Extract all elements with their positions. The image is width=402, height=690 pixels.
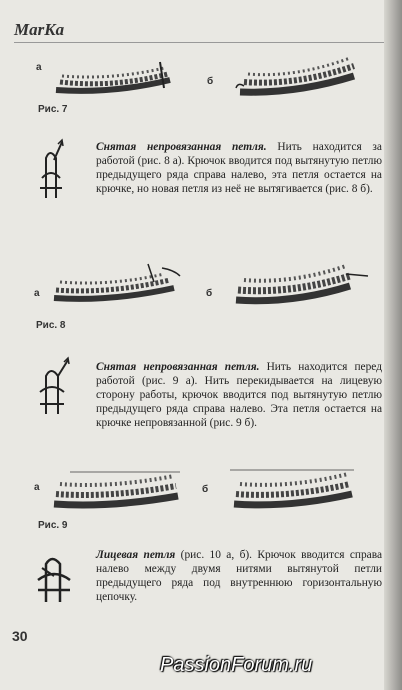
stitch-diagram-icon xyxy=(36,138,66,204)
paragraph-slipped-stitch-back xyxy=(96,140,382,196)
brand-title: MarKa xyxy=(14,20,65,39)
page-spine-shadow xyxy=(384,0,402,690)
paragraph-text: Нить находится за работой (рис. 8 а). Крючок вводится под вытянутую петлю предыдущего ряда справа налево, эта петля остается на крючке, но новая петля из неё не вытягивается (рис. 8 б). xyxy=(96,141,382,195)
stitch-diagram-icon xyxy=(36,356,70,420)
fig8-label-a: а xyxy=(34,288,40,299)
fig9b-knit-swatch-illustration xyxy=(230,464,360,512)
fig8b-knit-swatch-illustration xyxy=(232,258,372,308)
header-divider xyxy=(14,42,384,43)
fig8a-knit-swatch-illustration xyxy=(50,262,182,306)
fig8-label-b: б xyxy=(206,288,213,299)
fig7-label-b: б xyxy=(207,76,214,87)
fig9-label-b: б xyxy=(202,484,209,495)
paragraph-text: (рис. 10 а, б). Крючок вводится справа налево между двумя нитями вытянутой петли предыдущего ряда под внутреннюю горизонтальную цепочку. xyxy=(96,549,383,603)
term-slipped-stitch: Снятая непровязанная петля. xyxy=(96,361,260,373)
fig9-caption: Рис. 9 xyxy=(38,520,68,531)
fig7a-knit-swatch-illustration xyxy=(52,58,182,98)
fig9-label-a: а xyxy=(34,482,40,493)
page-number: 30 xyxy=(12,628,28,644)
fig9a-knit-swatch-illustration xyxy=(50,462,186,512)
term-knit-stitch: Лицевая петля xyxy=(96,549,176,561)
fig8-caption: Рис. 8 xyxy=(36,320,66,331)
watermark: PassionForum.ru xyxy=(160,654,313,676)
stitch-diagram-icon xyxy=(34,546,74,606)
paragraph-knit-stitch xyxy=(96,548,382,604)
paragraph-slipped-stitch-front xyxy=(96,360,382,430)
fig7-label-a: а xyxy=(36,62,42,73)
paragraph-text: Нить находится перед работой (рис. 9 а). Нить перекидывается на лицевую сторону работы, крючок вводится под вытянутую петлю предыдущего ряда справа налево. Эта петля остается на крючке непровязанной (рис. 9 б). xyxy=(96,361,382,429)
term-slipped-stitch: Снятая непровязанная петля. xyxy=(96,141,267,153)
fig7b-knit-swatch-illustration xyxy=(236,52,366,98)
fig7-caption: Рис. 7 xyxy=(38,104,68,115)
